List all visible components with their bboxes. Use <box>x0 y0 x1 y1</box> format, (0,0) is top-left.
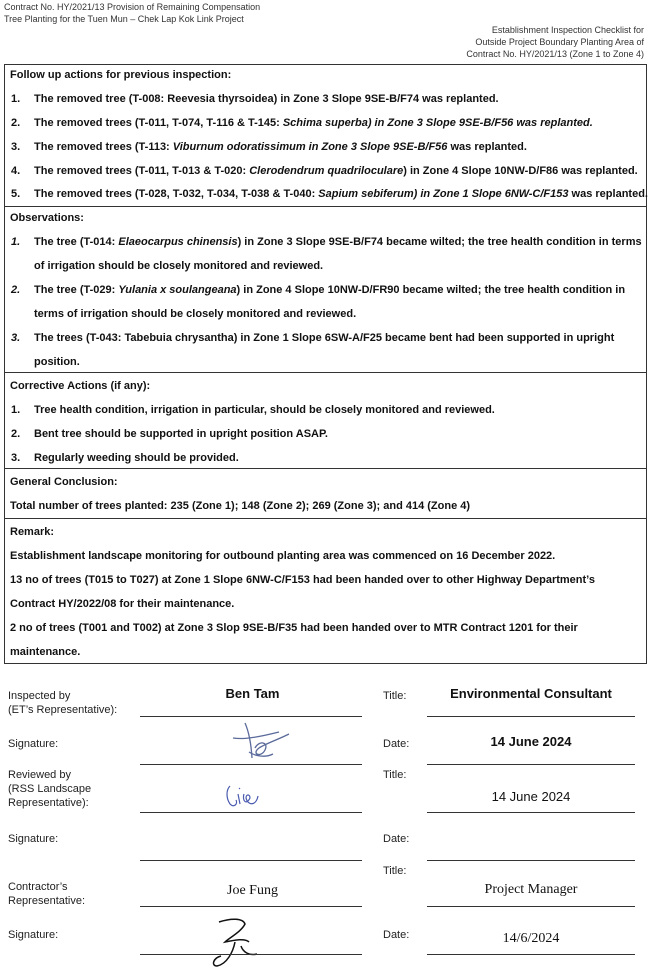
signature-label: Signature: <box>8 929 59 941</box>
observation-num: 2. <box>11 284 21 296</box>
observations-heading: Observations: <box>10 212 84 224</box>
followup-item: The removed trees (T-028, T-032, T-034, T-038 & T-040: Sapium sebiferum) in Zone 1 Slope 6NW-C/F153 was replanted. <box>34 188 648 200</box>
contractor-name-line <box>140 906 362 907</box>
corrective-section <box>5 372 646 469</box>
header-left <box>4 1 260 25</box>
contractor-title-line <box>427 906 635 907</box>
observation-item: The tree (T-014: Elaeocarpus chinensis) in Zone 3 Slope 9SE-B/F74 became wilted; the tree health condition in terms <box>34 236 642 248</box>
corrective-item: Tree health condition, irrigation in particular, should be closely monitored and reviewed. <box>34 404 495 416</box>
remark-line: maintenance. <box>10 646 81 658</box>
title-label: Title: <box>383 865 407 877</box>
title-label: Title: <box>383 769 407 781</box>
contractor-signature <box>205 912 265 970</box>
project-line: Tree Planting for the Tuen Mun – Chek Lap Kok Link Project <box>4 14 244 24</box>
followup-num: 4. <box>11 165 21 177</box>
reviewed-date2-line <box>427 860 635 861</box>
remark-line: Contract HY/2022/08 for their maintenance. <box>10 598 235 610</box>
observation-item-cont: terms of irrigation should be closely monitored and reviewed. <box>34 308 357 320</box>
corrective-heading: Corrective Actions (if any): <box>10 380 151 392</box>
corrective-num: 3. <box>11 452 21 464</box>
signature-label: Signature: <box>8 738 59 750</box>
followup-num: 5. <box>11 188 21 200</box>
signature-label: Signature: <box>8 833 59 845</box>
reviewer-signature <box>220 780 270 812</box>
checklist-title-2: Outside Project Boundary Planting Area of <box>475 37 644 47</box>
observation-item-cont: position. <box>34 356 80 368</box>
checklist-title-3: Contract No. HY/2021/13 (Zone 1 to Zone 4) <box>466 49 644 59</box>
reviewed-date: 14 June 2024 <box>491 789 571 804</box>
title-label: Title: <box>383 690 407 702</box>
contractor-date-line <box>427 954 635 955</box>
inspection-table <box>4 64 647 664</box>
inspected-title-line <box>427 716 635 717</box>
contractor-signature-line <box>140 954 362 955</box>
observation-num: 1. <box>11 236 21 248</box>
conclusion-heading: General Conclusion: <box>10 476 118 488</box>
inspected-date-line <box>427 764 635 765</box>
observation-item: The tree (T-029: Yulania x soulangeana) in Zone 4 Slope 10NW-D/FR90 became wilted; the tree health condition in <box>34 284 626 296</box>
reviewed-date-line <box>427 812 635 813</box>
inspected-name: Ben Tam <box>225 686 280 701</box>
corrective-item: Bent tree should be supported in upright position ASAP. <box>34 428 328 440</box>
remark-section <box>5 518 646 663</box>
remark-heading: Remark: <box>10 526 55 538</box>
followup-heading: Follow up actions for previous inspection: <box>10 69 232 81</box>
contractor-title: Project Manager <box>484 882 578 897</box>
followup-item: The removed trees (T-113: Viburnum odoratissimum in Zone 3 Slope 9SE-B/F56 was replanted. <box>34 141 527 153</box>
followup-item: The removed trees (T-011, T-074, T-116 & T-145: Schima superba) in Zone 3 Slope 9SE-B/F56 was replanted. <box>34 117 593 129</box>
contract-line: Contract No. HY/2021/13 Provision of Remaining Compensation <box>4 2 261 12</box>
conclusion-section <box>5 468 646 519</box>
reviewer-signature-line <box>140 812 362 813</box>
followup-num: 3. <box>11 141 21 153</box>
followup-item: The removed trees (T-011, T-013 & T-020: Clerodendrum quadriloculare) in Zone 4 Slope 10NW-D/F86 was replanted. <box>34 165 638 177</box>
reviewed-label: Reviewed by (RSS Landscape Representative): <box>8 769 92 809</box>
followup-section <box>5 65 646 207</box>
date-label: Date: <box>383 738 410 750</box>
checklist-title-1: Establishment Inspection Checklist for <box>491 25 644 35</box>
header-right <box>466 24 644 60</box>
conclusion-text: Total number of trees planted: 235 (Zone 1); 148 (Zone 2); 269 (Zone 3); and 414 (Zone 4) <box>10 500 471 512</box>
contractor-name: Joe Fung <box>227 883 278 898</box>
followup-item: The removed tree (T-008: Reevesia thyrsoidea) in Zone 3 Slope 9SE-B/F74 was replanted. <box>34 93 499 105</box>
contractor-date: 14/6/2024 <box>502 931 560 946</box>
date-label: Date: <box>383 929 410 941</box>
remark-line: Establishment landscape monitoring for outbound planting area was commenced on 16 December 2022. <box>10 550 556 562</box>
contractor-label: Contractor’s Representative: <box>8 881 86 907</box>
corrective-num: 2. <box>11 428 21 440</box>
inspected-name-line <box>140 716 362 717</box>
observation-item-cont: of irrigation should be closely monitored and reviewed. <box>34 260 324 272</box>
inspected-date: 14 June 2024 <box>490 734 572 749</box>
followup-num: 2. <box>11 117 21 129</box>
inspector-signature <box>225 718 295 764</box>
followup-num: 1. <box>11 93 21 105</box>
reviewed-signature-line <box>140 860 362 861</box>
observation-item: The trees (T-043: Tabebuia chrysantha) in Zone 1 Slope 6SW-A/F25 became bent had been supported in upright <box>34 332 615 344</box>
inspector-signature-line <box>140 764 362 765</box>
corrective-num: 1. <box>11 404 21 416</box>
corrective-item: Regularly weeding should be provided. <box>34 452 239 464</box>
observation-num: 3. <box>11 332 21 344</box>
inspected-label: Inspected by (ET’s Representative): <box>8 690 118 716</box>
inspected-title: Environmental Consultant <box>450 686 612 701</box>
remark-line: 2 no of trees (T001 and T002) at Zone 3 Slop 9SE-B/F35 had been handed over to MTR Contract 1201 for their <box>10 622 578 634</box>
observations-section <box>5 206 646 373</box>
remark-line: 13 no of trees (T015 to T027) at Zone 1 Slope 6NW-C/F153 had been handed over to other Highway Department’s <box>10 574 595 586</box>
date-label: Date: <box>383 833 410 845</box>
